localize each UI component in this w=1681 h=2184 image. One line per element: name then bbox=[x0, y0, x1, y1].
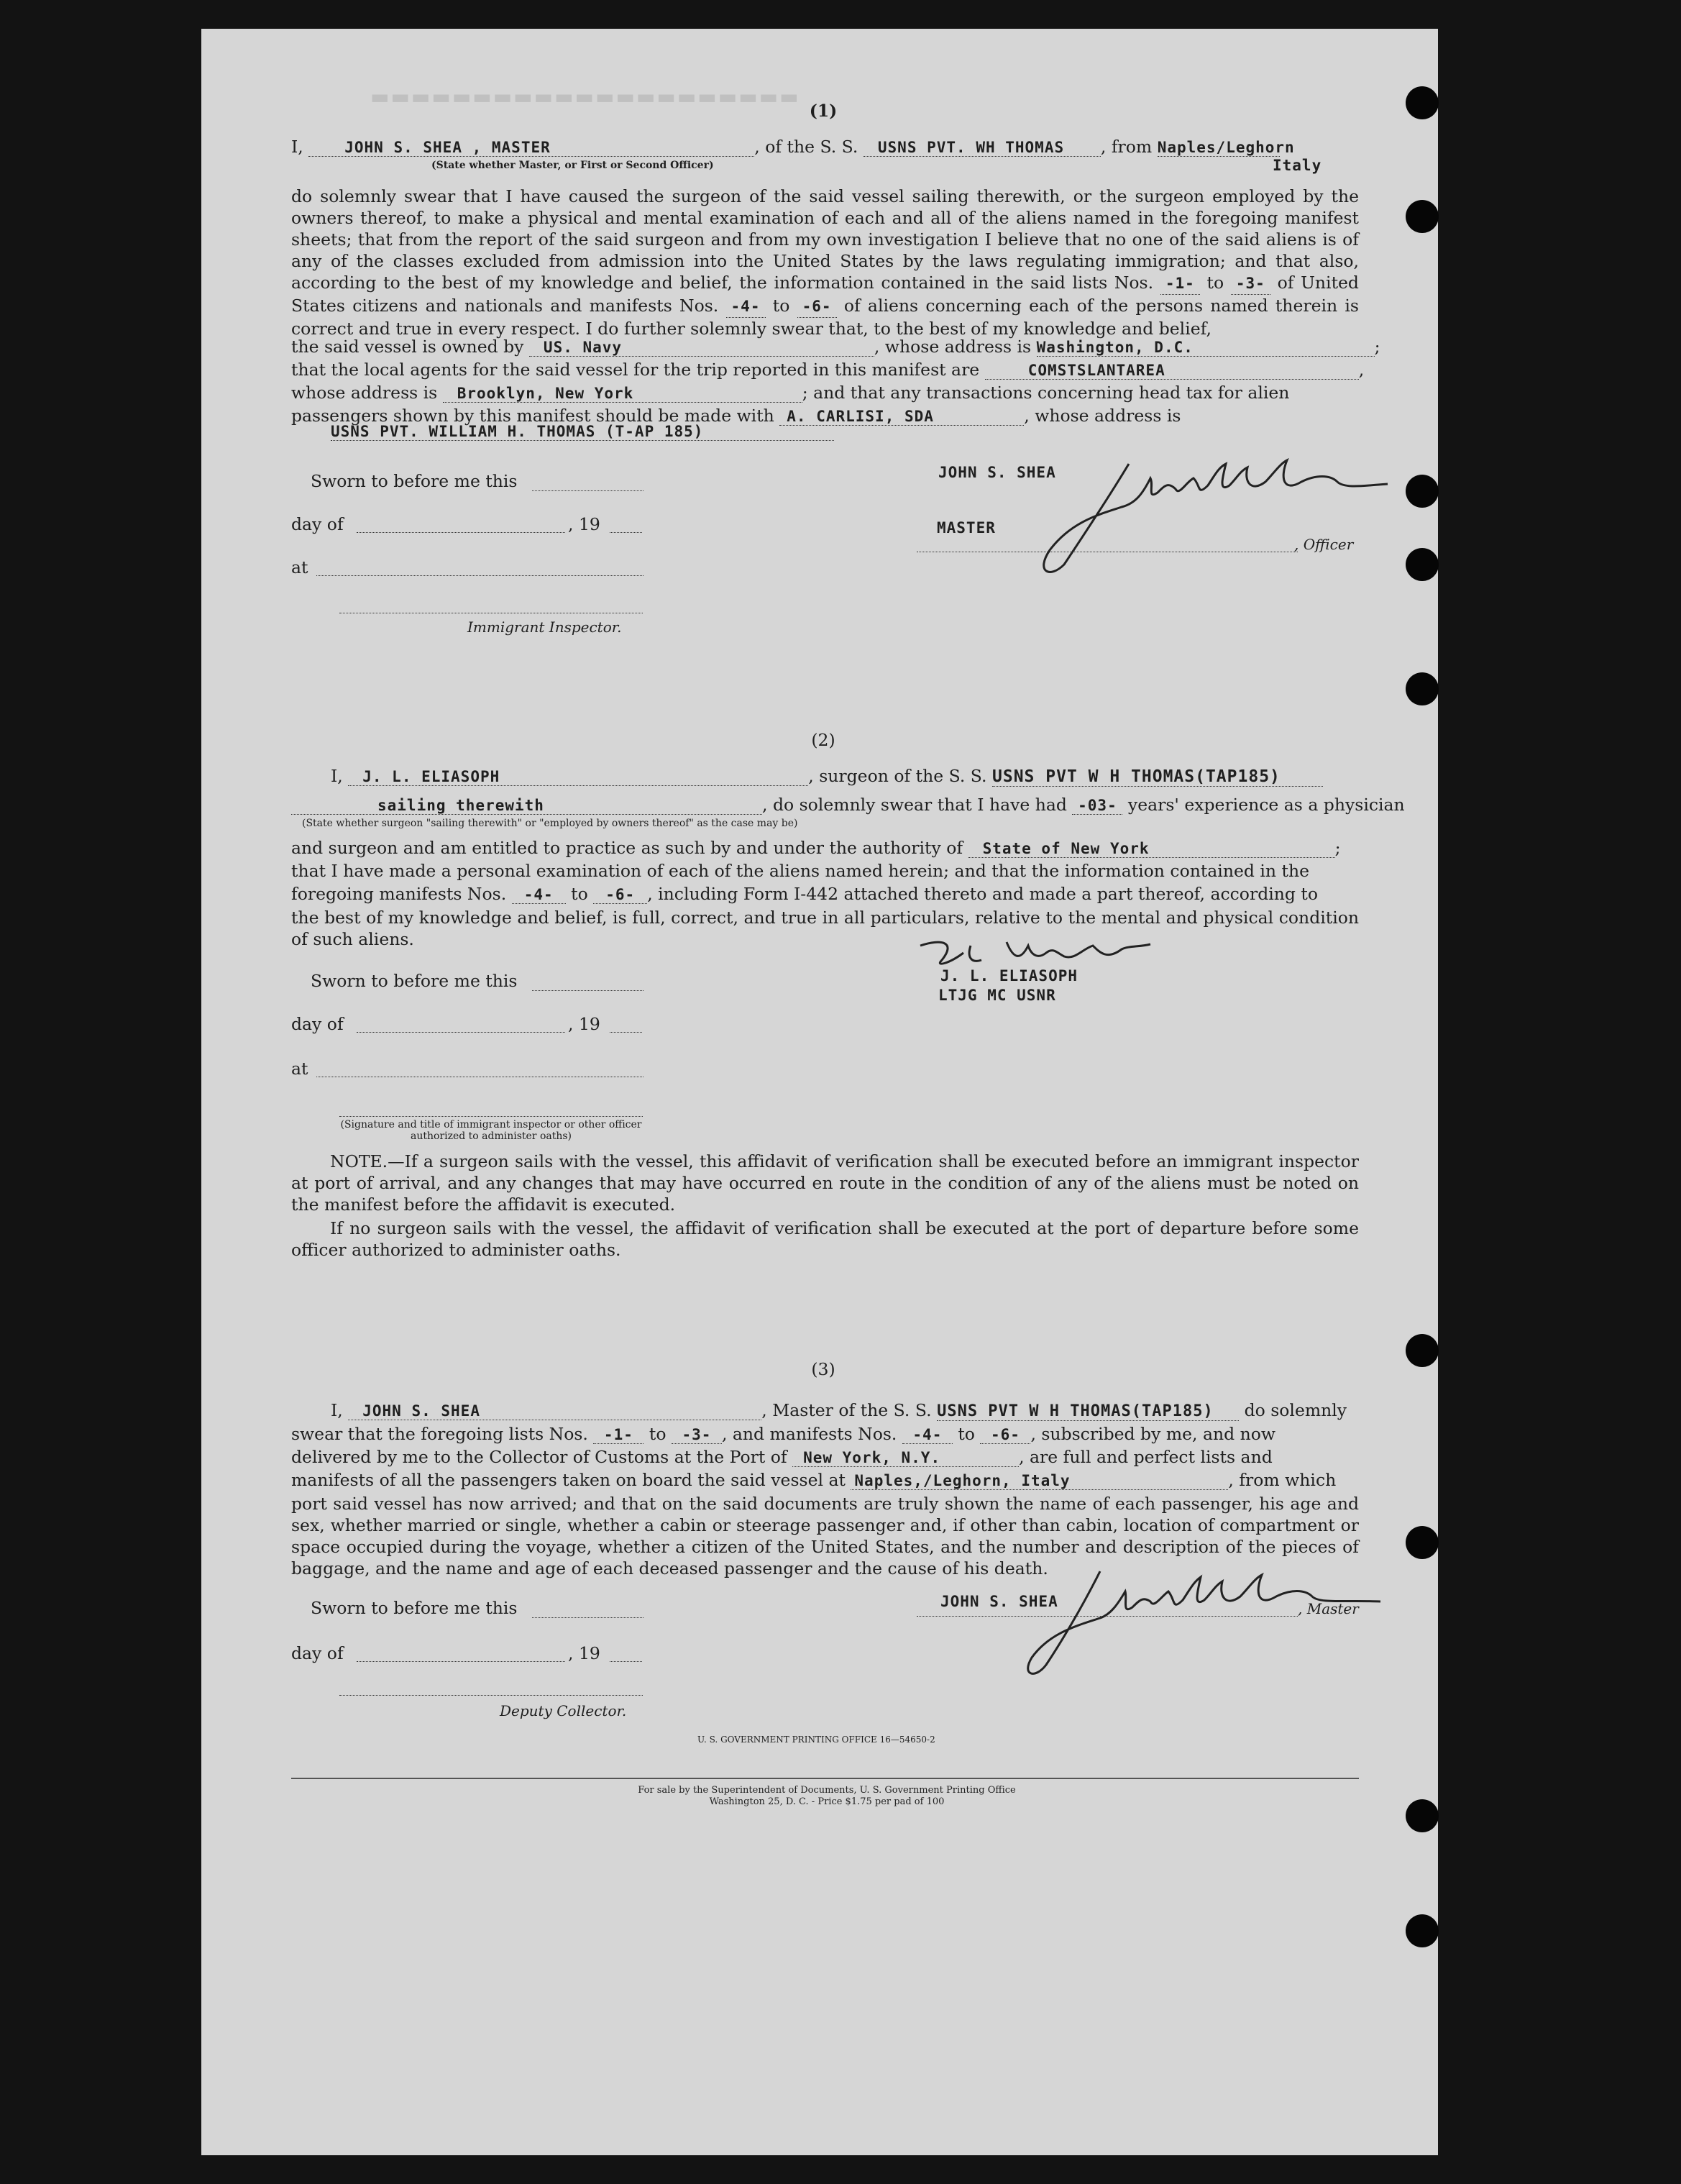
s3-full: , are full and perfect lists and bbox=[1019, 1447, 1273, 1467]
s1-sworn-blank bbox=[532, 475, 643, 491]
s1-at-label: at bbox=[291, 557, 308, 577]
bleed-through-text: ▬▬▬▬▬▬▬▬▬▬▬▬▬▬▬▬▬▬▬▬▬ bbox=[370, 85, 800, 109]
s1-of-ss: , of the S. S. bbox=[754, 137, 858, 157]
s3-day-blank bbox=[357, 1645, 565, 1662]
s3-and-manifests: , and manifests Nos. bbox=[721, 1424, 897, 1444]
s1-inspector-line bbox=[339, 597, 643, 613]
s1-agents-line bbox=[291, 360, 1359, 380]
s3-to-2: to bbox=[958, 1424, 975, 1444]
s3-year-blank bbox=[610, 1645, 642, 1662]
s3-sworn-blank bbox=[532, 1602, 643, 1618]
s2-manifests-label: foregoing manifests Nos. bbox=[291, 884, 507, 904]
s2-line-1 bbox=[331, 766, 1359, 787]
s3-subscribed: , subscribed by me, and now bbox=[1030, 1424, 1276, 1444]
s1-owner-line bbox=[291, 337, 1359, 357]
s2-manifests-line bbox=[291, 884, 1359, 904]
s3-port: New York, N.Y. bbox=[792, 1449, 1019, 1467]
s1-manifest-from: -4- bbox=[726, 296, 766, 318]
s3-to: to bbox=[649, 1424, 667, 1444]
s1-year-label: , 19 bbox=[568, 514, 600, 534]
s2-years: -03- bbox=[1072, 797, 1122, 815]
s2-manifest-from: -4- bbox=[512, 886, 566, 904]
s2-signer-name: J. L. ELIASOPH bbox=[940, 967, 1078, 984]
s2-to: to bbox=[571, 884, 588, 904]
punch-hole bbox=[1406, 1799, 1439, 1832]
s1-master-name: JOHN S. SHEA , MASTER bbox=[308, 139, 754, 157]
section-number-2: (2) bbox=[811, 730, 835, 750]
s3-manifest-from: -4- bbox=[902, 1426, 953, 1444]
s1-tax-line-text: passengers shown by this manifest should be made with bbox=[291, 406, 774, 426]
s1-inspector-caption: Immigrant Inspector. bbox=[467, 618, 622, 636]
s3-lists-from: -1- bbox=[593, 1426, 643, 1444]
s3-line-2 bbox=[291, 1424, 1359, 1444]
s2-surgeon-name: J. L. ELIASOPH bbox=[348, 768, 808, 786]
s1-manifest-to: -6- bbox=[797, 296, 837, 318]
s2-swear: , do solemnly swear that I have had bbox=[762, 795, 1067, 815]
signature-john-shea-3 bbox=[992, 1557, 1388, 1686]
s2-vessel: USNS PVT W H THOMAS(TAP185) bbox=[992, 767, 1323, 787]
s1-body-text-1: do solemnly swear that I have caused the surgeon of the said vessel sailing therewith, or the surgeon employed by the owners thereof, to make a physical and mental examination of each and all of the aliens named in the foregoing manifest sheets; that from the report of the said surgeon and from my own investigation I believe that no one of the said aliens is of any of the classes excluded from admission into the United States by the laws regulating immigration; and that also, according to the best of my knowledge and belief, the information contained in the said lists Nos. bbox=[291, 186, 1359, 293]
s3-day-label: day of bbox=[291, 1643, 344, 1663]
s1-address-label: , whose address is bbox=[874, 337, 1032, 357]
s1-owner: US. Navy bbox=[529, 339, 874, 357]
s1-agents: COMSTSLANTAREA bbox=[985, 362, 1359, 380]
s3-signer-name: JOHN S. SHEA bbox=[940, 1593, 1058, 1610]
s1-tax-agent: A. CARLISI, SDA bbox=[779, 408, 1024, 426]
s3-delivered: delivered by me to the Collector of Customs at the Port of bbox=[291, 1447, 787, 1467]
s1-day-blank bbox=[357, 516, 565, 533]
s3-taken: manifests of all the passengers taken on board the said vessel at bbox=[291, 1470, 846, 1490]
s3-line-3 bbox=[291, 1447, 1359, 1467]
s1-port: Naples/Leghorn bbox=[1157, 139, 1295, 156]
s1-at-blank bbox=[316, 559, 643, 576]
s1-tax-post: , whose address is bbox=[1024, 406, 1181, 426]
s2-sworn-label: Sworn to before me this bbox=[311, 971, 518, 991]
s3-which: , from which bbox=[1228, 1470, 1337, 1490]
punch-hole bbox=[1406, 1334, 1439, 1367]
s3-year-label: , 19 bbox=[568, 1643, 600, 1663]
s3-master-label: , Master bbox=[1298, 1600, 1359, 1617]
s1-pre: I, bbox=[291, 137, 303, 157]
s1-year-blank bbox=[610, 516, 642, 533]
s3-sworn-label: Sworn to before me this bbox=[311, 1598, 518, 1618]
s1-agents-label: that the local agents for the said vessel for the trip reported in this manifest are bbox=[291, 360, 980, 380]
s2-note-2: If no surgeon sails with the vessel, the affidavit of verification shall be executed at the port of departure before some officer authorized to administer oaths. bbox=[291, 1218, 1359, 1260]
s2-manifests-post: , including Form I-442 attached thereto and made a part thereof, according to bbox=[647, 884, 1318, 904]
punch-hole bbox=[1406, 1526, 1439, 1559]
s1-signer-title: MASTER bbox=[937, 519, 996, 536]
s1-signer-name: JOHN S. SHEA bbox=[938, 464, 1056, 481]
punch-hole bbox=[1406, 1914, 1439, 1947]
s1-day-label: day of bbox=[291, 514, 344, 534]
s1-from: , from bbox=[1100, 137, 1153, 157]
s2-at-label: at bbox=[291, 1059, 308, 1079]
s1-agent-address-line bbox=[291, 383, 1359, 403]
s2-year-label: , 19 bbox=[568, 1014, 600, 1034]
s2-day-label: day of bbox=[291, 1014, 344, 1034]
s1-owned-label: the said vessel is owned by bbox=[291, 337, 524, 357]
s2-line-2 bbox=[291, 795, 1405, 815]
s1-port-country: Italy bbox=[1273, 157, 1322, 174]
s3-solemnly: do solemnly bbox=[1244, 1400, 1347, 1420]
s1-owner-address: Washington, D.C. bbox=[1037, 339, 1375, 357]
s2-official-caption: (Signature and title of immigrant inspector or other officer authorized to administer oaths) bbox=[340, 1119, 642, 1142]
s1-to-2: to bbox=[772, 296, 790, 316]
s2-at-blank bbox=[316, 1061, 643, 1077]
s3-body: port said vessel has now arrived; and that on the said documents are truly shown the name of each passenger, his age and sex, whether married or single, whether a cabin or steerage passenger and, if other than cabin, location of compartment or space occupied during the voyage, whether a citizen of the United States, and the number and description of the pieces of baggage, and the name and age of each deceased passenger and the cause of his death. bbox=[291, 1494, 1359, 1578]
s1-vessel: USNS PVT. WH THOMAS bbox=[864, 139, 1101, 157]
punch-hole bbox=[1406, 200, 1439, 233]
s1-to: to bbox=[1206, 273, 1224, 293]
s1-tax-label: ; and that any transactions concerning head tax for alien bbox=[802, 383, 1290, 403]
s1-body-paragraph bbox=[291, 186, 1359, 339]
s1-sworn-label: Sworn to before me this bbox=[311, 471, 518, 491]
punch-hole bbox=[1406, 548, 1439, 581]
s1-lists-from: -1- bbox=[1160, 273, 1200, 295]
s2-authority-label: and surgeon and am entitled to practice as such by and under the authority of bbox=[291, 838, 963, 858]
s2-surgeon-of: , surgeon of the S. S. bbox=[808, 766, 987, 786]
s2-authority: State of New York bbox=[968, 840, 1335, 858]
s3-lists-to: -3- bbox=[672, 1426, 722, 1444]
s1-officer-label: , Officer bbox=[1294, 536, 1354, 553]
s1-body-text-3: of aliens concerning each of the persons named therein is correct and true in every respect. I do further solemnly swear that, to the best of my knowledge and belief, bbox=[291, 296, 1359, 339]
s1-tax-address: USNS PVT. WILLIAM H. THOMAS (T-AP 185) bbox=[331, 423, 834, 441]
punch-hole bbox=[1406, 672, 1439, 705]
s3-departure-port: Naples,/Leghorn, Italy bbox=[851, 1472, 1228, 1490]
s2-pre: I, bbox=[331, 766, 343, 786]
s2-sailing-note: (State whether surgeon "sailing therewith" or "employed by owners thereof" as the case may be) bbox=[302, 818, 798, 829]
s3-swear-label: swear that the foregoing lists Nos. bbox=[291, 1424, 588, 1444]
s1-body-text-2: of United States citizens and nationals and manifests Nos. bbox=[291, 273, 1359, 316]
section-number-3: (3) bbox=[811, 1359, 835, 1379]
s1-lists-to: -3- bbox=[1231, 273, 1270, 295]
s2-body-3: the best of my knowledge and belief, is full, correct, and true in all particulars, relative to the mental and physical condition of such aliens. bbox=[291, 908, 1359, 949]
s3-collector-line bbox=[339, 1679, 643, 1696]
s2-authority-line: and surgeon and am entitled to practice as such by and under the authority of State of New York ; bbox=[291, 838, 1341, 858]
punch-hole bbox=[1406, 475, 1439, 508]
s3-manifest-to: -6- bbox=[980, 1426, 1030, 1444]
s2-day-blank bbox=[357, 1016, 565, 1033]
s3-pre: I, bbox=[331, 1400, 343, 1420]
s3-collector-caption: Deputy Collector. bbox=[500, 1702, 627, 1719]
s1-whose-address-label: whose address is bbox=[291, 383, 438, 403]
s2-year-blank bbox=[610, 1016, 642, 1033]
punch-hole bbox=[1406, 86, 1439, 119]
s1-line-1 bbox=[291, 137, 1359, 157]
sale-notice-1: For sale by the Superintendent of Documents, U. S. Government Printing Office bbox=[638, 1785, 1016, 1796]
s3-master-name: JOHN S. SHEA bbox=[348, 1402, 761, 1420]
s2-signer-rank: LTJG MC USNR bbox=[938, 987, 1056, 1004]
s2-note-1: NOTE.—If a surgeon sails with the vessel, this affidavit of verification shall be executed before an immigrant inspector at port of arrival, and any changes that may have occurred en route in the condition of any of the aliens must be noted on the manifest before the affidavit is executed. bbox=[291, 1151, 1359, 1215]
s3-vessel: USNS PVT W H THOMAS(TAP185) bbox=[937, 1402, 1239, 1421]
s2-body-1: that I have made a personal examination of each of the aliens named herein; and that the information contained in the bbox=[291, 861, 1309, 881]
section-number-1: (1) bbox=[809, 101, 838, 121]
s2-sworn-blank bbox=[532, 974, 643, 991]
s2-years-post: years' experience as a physician bbox=[1127, 795, 1405, 815]
s1-agent-address: Brooklyn, New York bbox=[443, 385, 802, 403]
s2-official-line bbox=[339, 1100, 643, 1117]
s1-name-note: (State whether Master, or First or Second Officer) bbox=[431, 160, 714, 171]
gpo-imprint: U. S. GOVERNMENT PRINTING OFFICE 16—54650-2 bbox=[697, 1735, 935, 1745]
s3-master-of: , Master of the S. S. bbox=[761, 1400, 932, 1420]
footer-rule bbox=[291, 1778, 1359, 1779]
s3-line-1 bbox=[331, 1400, 1359, 1421]
s3-line-4 bbox=[291, 1470, 1359, 1490]
signature-john-shea-1 bbox=[1021, 442, 1395, 586]
s2-manifest-to: -6- bbox=[593, 886, 647, 904]
sale-notice-2: Washington 25, D. C. - Price $1.75 per pad of 100 bbox=[709, 1796, 945, 1807]
s2-sailing: sailing therewith bbox=[291, 797, 762, 815]
